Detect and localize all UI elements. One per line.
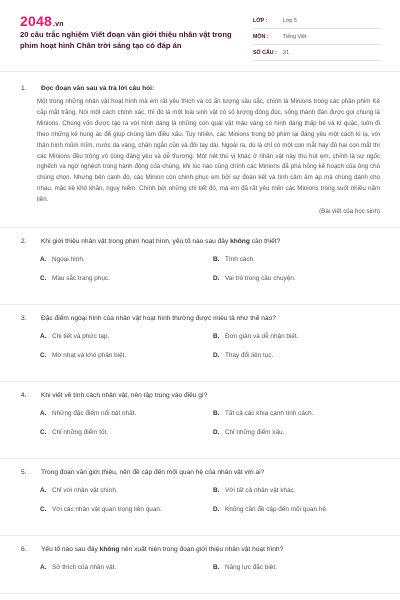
option-text: Chỉ những điểm xấu.	[225, 429, 285, 437]
option-b[interactable]	[213, 487, 386, 506]
option-c[interactable]	[40, 429, 213, 448]
option-a[interactable]	[40, 256, 213, 275]
question-prompt: Trong đoạn văn giới thiệu, nên đề cập đến mối quan hệ của nhân vật với ai?	[41, 469, 265, 477]
option-letter: A.	[40, 487, 47, 495]
question-text-part: cần thiết?	[249, 238, 281, 246]
option-d[interactable]	[213, 506, 386, 525]
question-list	[0, 75, 400, 594]
meta-row-grade	[253, 13, 381, 29]
question-text	[0, 468, 400, 477]
document-title: 20 câu trắc nghiệm Viết đoạn văn giới thiệu nhân vật trong phim hoạt hình Chân trời sáng tạo có đáp án	[20, 30, 232, 50]
logo-suffix: .vn	[52, 21, 64, 28]
option-text: Màu sắc trang phục.	[52, 275, 110, 283]
option-a[interactable]	[40, 333, 213, 352]
question-6	[0, 536, 400, 594]
option-text: Đơn giản và dễ nhận biết.	[225, 333, 299, 341]
question-text	[0, 84, 400, 93]
question-text	[0, 391, 400, 400]
option-letter: C.	[40, 352, 47, 360]
option-letter: C.	[40, 506, 47, 514]
option-c[interactable]	[40, 506, 213, 525]
question-emphasis: không	[230, 238, 250, 246]
question-number: 2.	[21, 238, 27, 246]
option-text: Chi tiết và phức tạp.	[52, 333, 110, 341]
question-text	[0, 314, 400, 323]
option-text: Tất cả các khía cạnh tính cách.	[225, 410, 314, 418]
option-letter: B.	[213, 564, 220, 572]
answer-options	[40, 564, 400, 583]
option-letter: B.	[213, 333, 220, 341]
meta-value: Lớp 5	[283, 17, 297, 24]
option-c[interactable]	[40, 352, 213, 371]
question-2	[0, 228, 400, 305]
answer-options	[40, 256, 400, 294]
question-number: 4.	[21, 392, 27, 400]
question-number: 6.	[21, 546, 27, 554]
question-prompt: Đặc điểm ngoại hình của nhân vật hoạt hình thường được miêu tả như thế nào?	[41, 315, 276, 323]
question-prompt: Khi viết về tính cách nhân vật, nên tập trung vào điều gì?	[41, 392, 208, 400]
option-text: Mờ nhạt và khó phân biệt.	[52, 352, 127, 360]
question-number: 5.	[21, 469, 27, 477]
reading-passage: Một trong những nhân vật hoạt hình mà em rất yêu thích và có ấn tượng sâu sắc, chính là Minions trong các phần phim Kẻ cắp mặt trăng. Nói một cách chính xác, thì đó là một loài sinh vật có số lượng đông đúc, sống thành đàn được gọi chung là Minions. Chúng vốn được tạo ra với hình dáng là những con quái vật màu vàng có hình dáng thấp bé và kì quặc, luôn đi theo những kẻ hung ác để giúp chúng làm điều xấu. Tuy nhiên, các Minions trong bộ phim lại đáng yêu một cách kì lạ, với thân hình mũm mĩm, nước da vàng, chân ngắn cũn và đôi tay dài. Ngoài ra, dù là chỉ có một con mắt hay đủ hai con mắt thì các Minions đều trông vô cùng đáng yêu và dễ thương. Một nét thú vị khác ở nhân vật này thu hút em, chính là sự ngốc nghếch và ngờ nghệch trong hành động của chúng, khi lúc nào cũng chính các Minions đã phá hỏng kế hoạch của ông chủ chúng chọn. Nhưng bên cạnh đó, các Minion còn chinh phục em bởi sự đoàn kết và tình cảm ấm áp mà chúng dành cho nhau, mặc kệ khó khăn, nguy hiểm. Chính bởi những chi tiết đó, mà em đã rất yêu mến các Minions trong suốt nhiều năm liền.	[37, 98, 380, 204]
answer-options	[40, 410, 400, 448]
meta-label: MÔN :	[253, 33, 269, 40]
option-letter: B.	[213, 410, 220, 418]
answer-options	[40, 487, 400, 525]
question-4	[0, 382, 400, 459]
option-letter: C.	[40, 429, 47, 437]
option-letter: D.	[213, 275, 220, 283]
option-b[interactable]	[213, 410, 386, 429]
question-text-part: nên xuất hiện trong đoạn giới thiệu nhân vật hoạt hình?	[119, 546, 284, 554]
site-logo[interactable]	[20, 13, 64, 29]
option-text: Năng lực đặc biệt.	[225, 564, 277, 572]
question-text	[0, 237, 400, 246]
question-1	[0, 75, 400, 228]
option-d[interactable]	[213, 275, 386, 294]
option-letter: D.	[213, 506, 220, 514]
option-d[interactable]	[213, 352, 386, 371]
option-text: Những đặc điểm nổi bật nhất.	[52, 410, 137, 418]
option-text: Vai trò trong câu chuyện.	[225, 275, 296, 283]
option-letter: A.	[40, 564, 47, 572]
option-letter: A.	[40, 256, 47, 264]
option-text: Với các nhân vật quan trọng liên quan.	[52, 506, 162, 514]
meta-row-count	[253, 45, 381, 61]
logo-main: 2048	[20, 13, 52, 29]
question-text	[0, 545, 400, 554]
option-b[interactable]	[213, 333, 386, 352]
meta-label: SỐ CÂU :	[253, 49, 277, 56]
question-text-part: Yếu tố nào sau đây	[41, 546, 100, 554]
option-a[interactable]	[40, 564, 213, 583]
question-number: 1.	[21, 85, 27, 92]
option-a[interactable]	[40, 410, 213, 429]
option-b[interactable]	[213, 256, 386, 275]
option-d[interactable]	[213, 429, 386, 448]
meta-value: 21	[283, 49, 289, 56]
option-text: Với tất cả nhân vật khác.	[225, 487, 296, 495]
header-divider	[0, 71, 400, 72]
question-number: 3.	[21, 315, 27, 323]
option-letter: D.	[213, 352, 220, 360]
option-letter: A.	[40, 410, 47, 418]
question-text-part: Khi giới thiệu nhân vật trong phim hoạt hình, yếu tố nào sau đây	[41, 238, 231, 246]
option-letter: C.	[40, 275, 47, 283]
question-prompt: Đọc đoạn văn sau và trả lời câu hỏi:	[41, 85, 155, 92]
option-letter: B.	[213, 256, 220, 264]
option-text: Ngoại hình.	[52, 256, 85, 264]
option-c[interactable]	[40, 275, 213, 294]
meta-label: LỚP :	[253, 17, 268, 24]
question-3	[0, 305, 400, 382]
option-text: Không cần đề cập đến mối quan hệ.	[225, 506, 328, 514]
option-letter: A.	[40, 333, 47, 341]
option-letter: B.	[213, 487, 220, 495]
option-text: Tính cách.	[225, 256, 255, 264]
question-5	[0, 459, 400, 536]
option-a[interactable]	[40, 487, 213, 506]
option-text: Thay đổi liên tục.	[225, 352, 274, 360]
page-header	[0, 0, 400, 68]
question-emphasis: không	[99, 546, 120, 554]
meta-value: Tiếng Việt	[283, 33, 307, 40]
meta-info-box	[253, 13, 381, 61]
option-text: Chỉ những điểm tốt.	[52, 429, 109, 437]
passage-source: (Bài viết của học sinh)	[319, 208, 380, 216]
option-text: Chỉ với nhân vật chính.	[52, 487, 118, 495]
option-text: Sở thích của nhân vật.	[52, 564, 117, 572]
option-letter: D.	[213, 429, 220, 437]
option-b[interactable]	[213, 564, 386, 583]
meta-row-subject	[253, 29, 381, 45]
answer-options	[40, 333, 400, 371]
